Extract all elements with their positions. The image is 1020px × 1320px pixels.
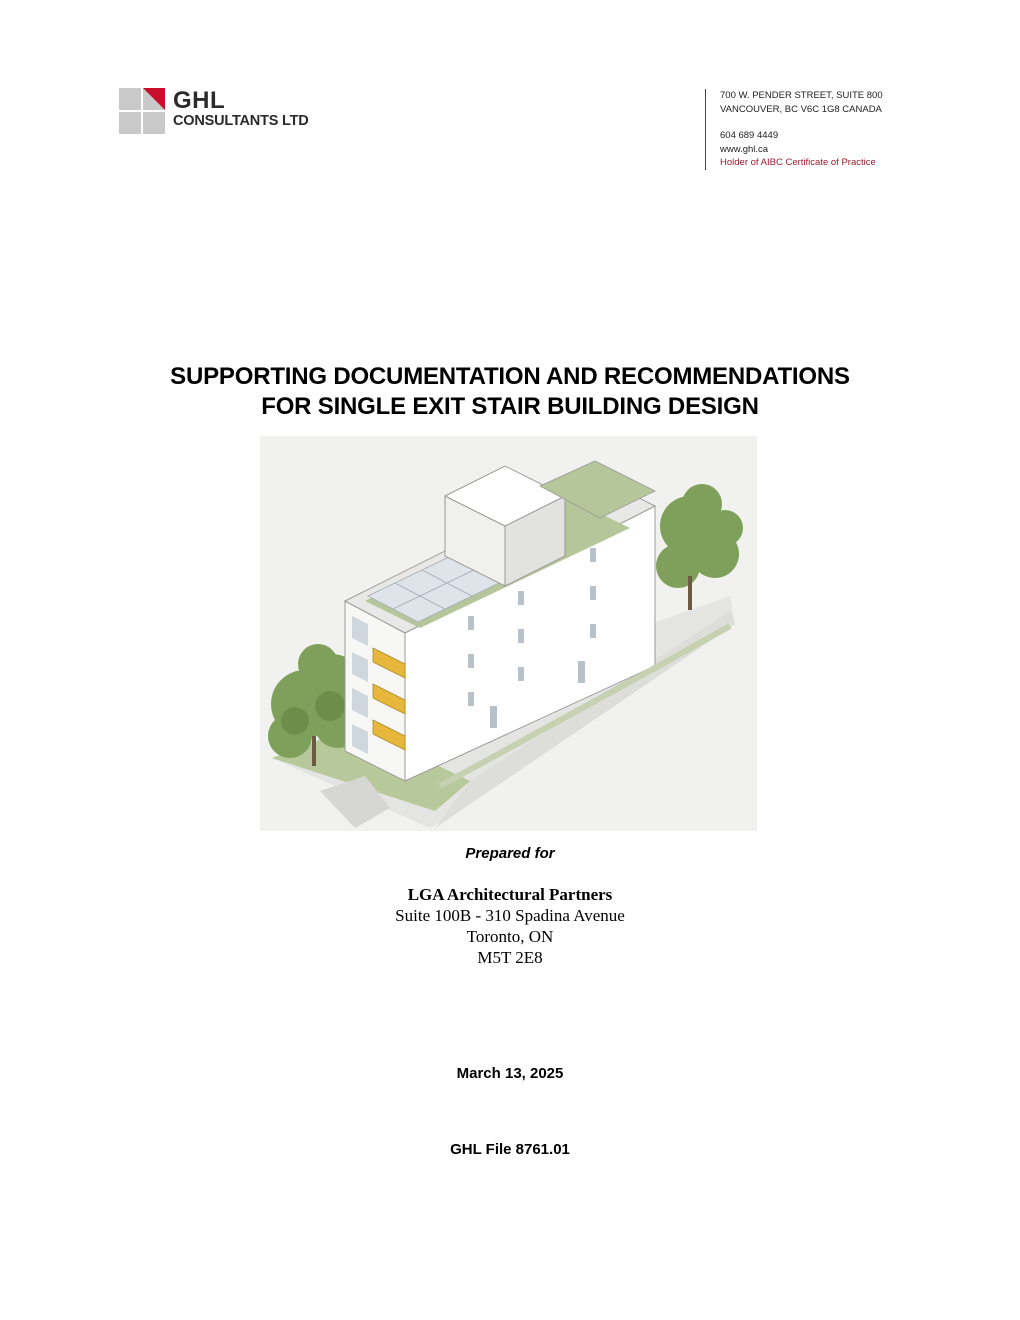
client-address-line-1: Suite 100B - 310 Spadina Avenue	[395, 906, 625, 925]
client-block	[0, 884, 1020, 968]
company-logo	[119, 88, 359, 138]
company-address-block	[705, 89, 960, 170]
title-line-2: FOR SINGLE EXIT STAIR BUILDING DESIGN	[261, 393, 759, 420]
building-rendering-icon	[260, 436, 757, 831]
logo-text-ghl: GHL	[173, 87, 226, 114]
prepared-for-label: Prepared for	[465, 845, 555, 862]
address-street: 700 W. PENDER STREET, SUITE 800	[720, 90, 883, 101]
client-name: LGA Architectural Partners	[407, 885, 613, 904]
client-postal-code: M5T 2E8	[477, 948, 543, 967]
building-illustration	[260, 436, 757, 831]
logo-text-consultants: CONSULTANTS LTD	[173, 113, 309, 129]
address-certificate: Holder of AIBC Certificate of Practice	[720, 157, 876, 168]
document-date: March 13, 2025	[456, 1065, 564, 1082]
address-city: VANCOUVER, BC V6C 1G8 CANADA	[720, 103, 882, 115]
ghl-logo-mark-icon	[119, 88, 165, 134]
file-number: GHL File 8761.01	[450, 1141, 570, 1158]
document-title	[0, 362, 1020, 422]
client-address-line-2: Toronto, ON	[466, 927, 554, 946]
title-line-1: SUPPORTING DOCUMENTATION AND RECOMMENDATIONS	[170, 363, 850, 390]
address-phone: 604 689 4449	[720, 130, 779, 141]
address-website: www.ghl.ca	[720, 143, 769, 155]
